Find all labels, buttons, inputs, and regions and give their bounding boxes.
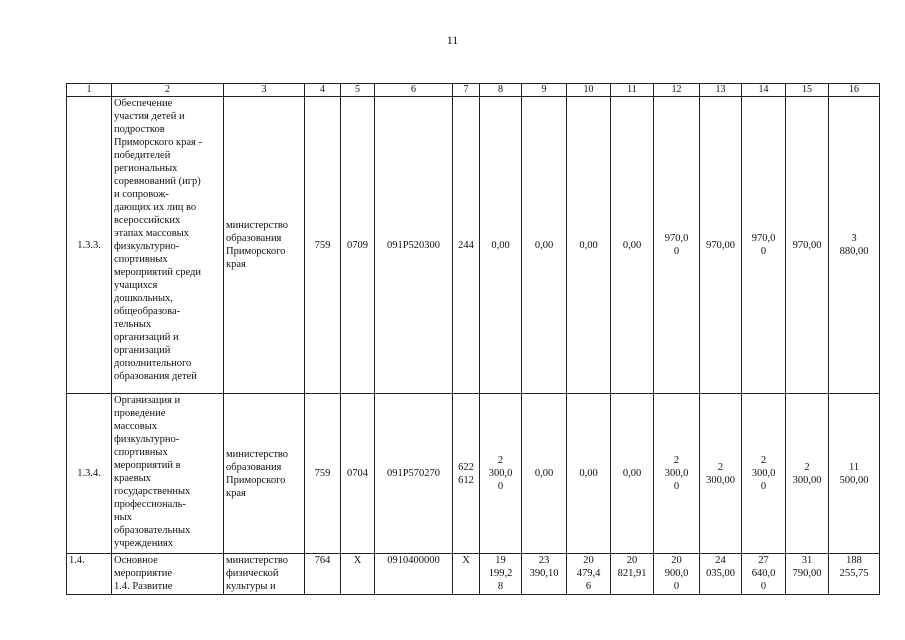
column-header: 12: [654, 84, 700, 97]
row-number: 1.3.4.: [67, 394, 112, 554]
column-header: 8: [480, 84, 522, 97]
amount-cell: 0,00: [567, 97, 611, 394]
measure-name: Основное мероприятие 1.4. Развитие: [112, 554, 224, 595]
measure-name: Организация и проведение массовых физкультурно- спортивных мероприятий в краевых государственных профессиональ- ных образовательных учреждениях: [112, 394, 224, 554]
column-header: 16: [829, 84, 880, 97]
target-article: 091P520300: [375, 97, 453, 394]
amount-cell: 970,00: [700, 97, 742, 394]
column-header: 15: [786, 84, 829, 97]
grbs-code: 759: [305, 97, 341, 394]
amount-cell: 23 390,10: [522, 554, 567, 595]
amount-cell: 970,0 0: [654, 97, 700, 394]
expense-type: 244: [453, 97, 480, 394]
amount-cell: 19 199,2 8: [480, 554, 522, 595]
expense-type: 622 612: [453, 394, 480, 554]
column-header: 5: [341, 84, 375, 97]
amount-cell: 0,00: [611, 97, 654, 394]
amount-cell: 970,00: [786, 97, 829, 394]
executor: министерство образования Приморского края: [224, 394, 305, 554]
amount-cell: 2 300,0 0: [480, 394, 522, 554]
executor: министерство образования Приморского края: [224, 97, 305, 394]
column-header: 10: [567, 84, 611, 97]
amount-cell: 0,00: [480, 97, 522, 394]
total-cell: 11 500,00: [829, 394, 880, 554]
amount-cell: 24 035,00: [700, 554, 742, 595]
amount-cell: 970,0 0: [742, 97, 786, 394]
target-article: 0910400000: [375, 554, 453, 595]
column-header: 2: [112, 84, 224, 97]
amount-cell: 0,00: [522, 97, 567, 394]
section-code: Х: [341, 554, 375, 595]
amount-cell: 31 790,00: [786, 554, 829, 595]
amount-cell: 0,00: [522, 394, 567, 554]
column-header: 3: [224, 84, 305, 97]
page-number: 11: [446, 33, 459, 47]
amount-cell: 0,00: [611, 394, 654, 554]
column-header: 14: [742, 84, 786, 97]
total-cell: 188 255,75: [829, 554, 880, 595]
amount-cell: 0,00: [567, 394, 611, 554]
target-article: 091P570270: [375, 394, 453, 554]
grbs-code: 759: [305, 394, 341, 554]
table-row: [67, 97, 880, 394]
expense-type: Х: [453, 554, 480, 595]
amount-cell: 20 479,4 6: [567, 554, 611, 595]
measure-name: Обеспечение участия детей и подростков Приморского края - победителей региональных соревнований (игр) и сопровож- дающих их лиц во всероссийских этапах массовых физкультурно- спортивных мероприятий среди учащихся дошкольных, общеобразова- тельных организаций и организаций дополнительного образования детей: [112, 97, 224, 394]
section-code: 0704: [341, 394, 375, 554]
amount-cell: 27 640,0 0: [742, 554, 786, 595]
amount-cell: 20 900,0 0: [654, 554, 700, 595]
row-number: 1.4.: [67, 554, 112, 595]
column-header: 6: [375, 84, 453, 97]
column-header: 13: [700, 84, 742, 97]
column-header: 9: [522, 84, 567, 97]
table-row: [67, 394, 880, 554]
amount-cell: 2 300,0 0: [742, 394, 786, 554]
grbs-code: 764: [305, 554, 341, 595]
section-code: 0709: [341, 97, 375, 394]
row-number: 1.3.3.: [67, 97, 112, 394]
amount-cell: 2 300,00: [786, 394, 829, 554]
total-cell: 3 880,00: [829, 97, 880, 394]
amount-cell: 2 300,0 0: [654, 394, 700, 554]
column-header: 4: [305, 84, 341, 97]
column-number-row: [67, 84, 880, 97]
budget-table: [66, 83, 880, 595]
table-row: [67, 554, 880, 595]
column-header: 7: [453, 84, 480, 97]
executor: министерство физической культуры и: [224, 554, 305, 595]
amount-cell: 20 821,91: [611, 554, 654, 595]
amount-cell: 2 300,00: [700, 394, 742, 554]
column-header: 11: [611, 84, 654, 97]
column-header: 1: [67, 84, 112, 97]
